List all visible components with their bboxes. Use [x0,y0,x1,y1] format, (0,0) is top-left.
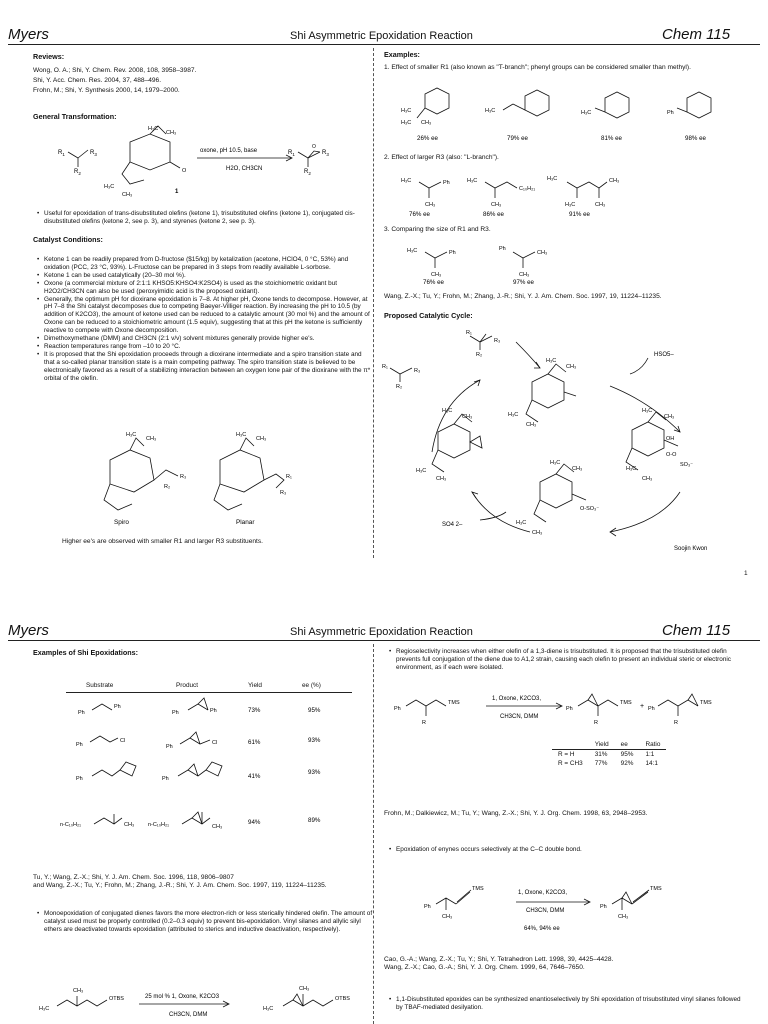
svg-text:R₂: R₂ [164,484,171,490]
svg-text:R3: $R_3$ [322,150,329,157]
svg-text:R₂: R₂ [476,352,483,358]
review-ref: Wong, O. A.; Shi, Y. Chem. Rev. 2008, 108, 3958–3987. [33,67,197,74]
svg-text:TMS: TMS [472,886,484,892]
svg-text:CH₃: CH₃ [566,364,577,370]
svg-text:Ph: Ph [394,706,401,712]
examples-heading: Examples: [384,50,420,59]
svg-text:CH₃: CH₃ [572,466,583,472]
svg-text:O: O [312,144,316,150]
catalyst-bullet: • It is proposed that the Shi epoxidation proceeds through a dioxirane intermediate and a spiro transition state and that a so-called planar transition state is a main competing pathway. The spiro transition state is believed to be electronically favored as a result of a stabilizing interaction between an oxygen lone pair of the dioxirane with the π* orbital of the olefin. [44,351,374,383]
ref-line: Wang, Z.-X.; Cao, G.-A.; Shi, Y. J. Org. Chem. 1999, 64, 7646–7650. [384,964,585,972]
yield-value: 94% [248,819,261,826]
svg-text:CH₃: CH₃ [73,988,84,994]
svg-text:R₁: R₁ [286,474,292,480]
ee-value: 97% ee [513,279,534,286]
page-title: Shi Asymmetric Epoxidation Reaction [290,30,473,42]
svg-text:OTBS: OTBS [109,996,124,1002]
last-note [388,996,741,1012]
header-rule [8,640,760,641]
svg-text:Ph: Ph [210,708,217,714]
svg-text:TMS: TMS [620,700,632,706]
ratio-header [552,740,589,750]
svg-text:H₃C: H₃C [642,408,653,414]
svg-text:n-C₁₀H₂₁: n-C₁₀H₂₁ [148,822,169,828]
svg-text:TMS: TMS [700,700,712,706]
svg-text:H₃C: H₃C [401,108,412,114]
svg-text:R3: $R_3$ [90,150,97,157]
svg-text:H₃C: H₃C [565,202,576,208]
svg-text:Cl: Cl [212,740,218,746]
svg-text:CH₃: CH₃ [532,530,543,536]
svg-text:R₁: R₁ [466,330,472,336]
svg-text:H₃C: H₃C [547,176,558,182]
ratio-header: ee [620,741,628,748]
svg-text:Cl: Cl [120,738,126,744]
svg-text:H₃C: H₃C [236,432,247,438]
svg-text:Ph: Ph [78,710,85,716]
planar-label: Planar [236,519,255,526]
svg-text:R2: $R_2$ [74,169,81,176]
transition-states-drawing [80,430,320,530]
general-transformation-scheme [30,122,370,204]
regioselectivity-table [552,740,666,768]
svg-text:H₃C: H₃C [626,466,637,472]
svg-text:R₂: R₂ [396,384,403,390]
svg-text:O-SO₃⁻: O-SO₃⁻ [580,506,600,512]
ee-value: 89% [308,817,321,824]
col-substrate: Substrate [86,682,114,689]
catalyst-bullets [36,256,374,383]
ee-value: 76% ee [409,211,430,218]
catalyst-bullet: • Oxone (a commercial mixture of 2:1:1 KHSO5:KHSO4:K2SO4) is used as the stoichiometric oxidant but H2O2/CH3CN can also be used (peroxyimidic acid is the proposed oxidant). [44,280,374,296]
svg-text:CH₃: CH₃ [124,822,135,828]
ee-value: 81% ee [601,135,622,142]
svg-text:R2: $R_2$ [304,169,311,176]
general-heading: General Transformation: [33,112,117,121]
column-divider [373,644,374,1024]
ee-value: 95% [308,707,321,714]
svg-text:H₃C: H₃C [39,1006,50,1012]
svg-text:OTBS: OTBS [335,996,350,1002]
svg-text:H₃C: H₃C [508,412,519,418]
ee-value: 93% [308,737,321,744]
ratio-cell: 95% [620,751,634,758]
reviews-heading: Reviews: [33,52,65,61]
svg-text:CH₃: CH₃ [122,192,133,198]
svg-text:H₃C: H₃C [581,110,592,116]
svg-text:Ph: Ph [449,250,456,256]
svg-text:R₃: R₃ [280,490,287,496]
svg-text:H₃C: H₃C [263,1006,274,1012]
svg-text:OH: OH [666,436,675,442]
svg-text:H₃C: H₃C [416,468,427,474]
enyne-scheme [416,876,716,934]
ref-line: and Wang, Z.-X.; Tu, Y.; Frohn, M.; Zhang, J.-R.; Shi, Y. J. Am. Chem. Soc. 1997, 119, 11224–11235. [33,882,327,890]
svg-text:Ph: Ph [172,710,179,716]
catalyst-bullet: • Reaction temperatures range from –10 to 20 °C. [44,343,374,351]
ratio-cell: 14:1 [645,760,658,767]
examples-reference: Wang, Z.-X.; Tu, Y.; Frohn, M.; Zhang, J.-R.; Shi, Y. J. Am. Chem. Soc. 1997, 19, 11224–11235. [384,293,662,300]
svg-text:O-O: O-O [666,452,677,458]
ratio-cell: R = H [558,751,575,758]
regioselectivity-scheme [392,688,762,732]
ratio-cell: 1:1 [645,751,655,758]
last-note-item: • 1,1-Disubstituted epoxides can be synthesized enantioselectively by Shi epoxidation of trisubstituted vinyl silanes followed by TBAF-mediated desilyation. [396,996,741,1012]
svg-text:H₃C: H₃C [550,460,561,466]
svg-text:R1: $R_1$ [288,150,295,157]
svg-text:H₃C: H₃C [442,408,453,414]
svg-text:CH₃: CH₃ [431,272,442,278]
svg-text:CH₃: CH₃ [595,202,606,208]
ee-value: 26% ee [417,135,438,142]
col-product: Product [176,682,199,689]
svg-text:H₃C: H₃C [104,184,115,190]
svg-text:R: R [674,720,678,726]
svg-text:Ph: Ph [566,706,573,712]
ratio-cell: 31% [594,751,608,758]
svg-text:CH₃: CH₃ [609,178,620,184]
example-3-text: 3. Comparing the size of R1 and R3. [384,226,491,233]
header-rule [8,44,760,45]
svg-text:SO₃⁻: SO₃⁻ [680,462,694,468]
ratio-header: Ratio [645,741,661,748]
svg-text:CH₃: CH₃ [462,414,473,420]
examples-heading: Examples of Shi Epoxidations: [33,648,139,657]
svg-text:Ph: Ph [424,904,431,910]
course-name: Chem 115 [662,622,731,639]
general-note [36,210,374,226]
catalyst-bullet: • Generally, the optimum pH for dioxirane epoxidation is 7–8. At higher pH, Oxone tends to decompose. However, at pH 7–8 the Shi catalyst decomposes due to competing Baeyer-Villiger reaction. By increasing the pH to 10.5 (by addition of K2CO3), the amount of ketone used can be reduced to a catalytic amount (30 mol %) and the amount of Oxone can be reduced to a stoichiometric amount (1.5 equiv), suggesting that at this pH the ketone is sufficiently reactive to compete with Oxone decomposition. [44,296,374,336]
ref-line: Cao, G.-A.; Wang, Z.-X.; Tu, Y.; Shi, Y. Tetrahedron Lett. 1998, 39, 4425–4428. [384,956,614,963]
svg-text:R₁: R₁ [382,364,388,370]
regio-arrow-top: 1, Oxone, K2CO3, [492,696,542,702]
svg-text:R1: $R_1$ [58,150,65,157]
catalyst-bullet: • Ketone 1 can be used catalytically (20–30 mol %). [44,272,374,280]
svg-text:CH₃: CH₃ [519,272,530,278]
svg-text:Ph: Ph [600,904,607,910]
svg-text:Ph: Ph [76,742,83,748]
ee-value: 86% ee [483,211,504,218]
enyne-result: 64%, 94% ee [524,926,560,932]
svg-text:H₃C: H₃C [467,178,478,184]
svg-text:H₃C: H₃C [546,358,557,364]
course-name: Chem 115 [662,26,731,43]
regio-arrow-bottom: CH3CN, DMM [500,714,539,720]
diene-note-item: • Monoepoxidation of conjugated dienes favors the more electron-rich or less sterically hindered olefin. The amount of catalyst used must be properly controlled (0.2–0.3 equiv) to prevent bis-epoxidation. Vinyl silanes and allylic silyl ethers are deactivated towards epoxidation (attributed to sterics and inductive deactivation, respectively). [44,910,374,934]
svg-text:R₃: R₃ [180,474,187,480]
svg-text:Ph: Ph [443,180,450,186]
ee-value: 79% ee [507,135,528,142]
col-ee: ee (%) [302,682,321,689]
svg-text:C₁₀H₂₁: C₁₀H₂₁ [519,186,536,192]
example-3-structures [395,240,595,286]
regioselectivity-note-item: • Regioselectivity increases when either olefin of a 1,3-diene is trisubstituted. It is proposed that the trisubstituted olefin prevents full conjugation of the diene due to A1,2 strain, causing each olefin to present an individual steric or electronic environment, as if each were isolated. [396,648,741,672]
diene-arrow-bottom: CH3CN, DMM [169,1012,208,1018]
svg-text:Ph: Ph [162,776,169,782]
svg-text:Ph: Ph [76,776,83,782]
right-reference-1: Frohn, M.; Dalkiewicz, M.; Tu, Y.; Wang, Z.-X.; Shi, Y. J. Org. Chem. 1998, 63, 2948–2953. [384,810,648,817]
review-ref: Shi, Y. Acc. Chem. Res. 2004, 37, 488–496. [33,77,162,84]
page-title: Shi Asymmetric Epoxidation Reaction [290,626,473,638]
ee-value: 76% ee [423,279,444,286]
ee-value: 93% [308,769,321,776]
signature: Soojin Kwon [674,546,708,552]
svg-text:Ph: Ph [166,744,173,750]
general-arrow-bottom: H2O, CH3CN [226,166,263,172]
diene-arrow-top: 25 mol % 1, Oxone, K2CO3 [145,994,220,1000]
enyne-arrow-bottom: CH3CN, DMM [526,908,565,914]
svg-text:CH₃: CH₃ [618,914,629,920]
regioselectivity-note [388,648,741,672]
hso5-label: HSO5– [654,352,674,358]
right-references-2 [384,956,764,973]
svg-text:H₃C: H₃C [407,248,418,254]
ts-caption: Higher ee's are observed with smaller R1 and larger R3 substituents. [62,538,263,545]
svg-text:CH₃: CH₃ [425,202,436,208]
ratio-cell: 77% [594,760,608,767]
ref-line: Tu, Y.; Wang, Z.-X.; Shi, Y. J. Am. Chem. Soc. 1996, 118, 9806–9807 [33,874,234,881]
ratio-header: Yield [594,741,609,748]
svg-text:CH₃: CH₃ [526,422,537,428]
cycle-heading: Proposed Catalytic Cycle: [384,311,473,320]
svg-text:CH₃: CH₃ [421,120,432,126]
svg-text:CH₃: CH₃ [491,202,502,208]
diene-scheme [33,982,373,1022]
reviews-list [33,66,363,96]
svg-text:CH₃: CH₃ [146,436,157,442]
svg-text:CH₃: CH₃ [442,914,453,920]
svg-text:H₃C: H₃C [148,126,159,132]
svg-text:R₃: R₃ [494,338,501,344]
enyne-note [388,846,736,854]
example-1-text: 1. Effect of smaller R1 (also known as "T-branch"; phenyl groups can be considered smaller than methyl). [384,64,691,71]
example-2-text: 2. Effect of larger R3 (also: "L-branch"). [384,154,499,161]
svg-text:CH₃: CH₃ [436,476,447,482]
spiro-label: Spiro [114,519,129,526]
author-name: Myers [8,26,49,43]
enyne-note-item: • Epoxidation of enynes occurs selectively at the C–C double bond. [396,846,736,854]
svg-text:Ph: Ph [648,706,655,712]
catalyst-bullet: • Ketone 1 can be readily prepared from D-fructose ($15/kg) by ketalization (acetone, HClO4, 0 °C, 53%) and oxidation (PCC, 23 °C, 93%). L-Fructose can be prepared in 3 steps from readily available L-sorbose. [44,256,374,272]
svg-text:Ph: Ph [499,246,506,252]
ratio-cell: R = CH3 [558,760,583,767]
svg-text:O: O [182,168,187,174]
svg-text:CH₃: CH₃ [537,250,548,256]
svg-text:TMS: TMS [448,700,460,706]
example-2-structures [395,168,725,218]
svg-text:CH₃: CH₃ [664,414,675,420]
svg-text:CH₃: CH₃ [299,986,310,992]
table-rule [66,692,352,693]
left-references [33,874,373,891]
svg-text:R₃: R₃ [414,368,421,374]
svg-text:TMS: TMS [650,886,662,892]
svg-text:R: R [422,720,426,726]
svg-text:Ph: Ph [667,110,674,116]
svg-text:R: R [594,720,598,726]
ee-value: 91% ee [569,211,590,218]
svg-text:+: + [640,703,645,710]
general-arrow-top: oxone, pH 10.5, base [200,148,258,154]
so4-label: SO4 2– [442,522,463,528]
example-1-structures [395,84,725,146]
svg-text:Ph: Ph [114,704,121,710]
enyne-arrow-top: 1, Oxone, K2CO3, [518,890,568,896]
general-note-item: • Useful for epoxidation of trans-disubstituted olefins (ketone 1), trisubstituted olefins (ketone 1), conjugated cis-disubstituted olefins (ketone 2, see p. 3), and styrenes (ketone 2, see p. 3). [44,210,374,226]
yield-value: 41% [248,773,261,780]
svg-text:n-C₁₀H₂₁: n-C₁₀H₂₁ [60,822,81,828]
yield-value: 73% [248,707,261,714]
svg-text:H₃C: H₃C [401,120,412,126]
catalytic-cycle-diagram [380,322,768,554]
col-yield: Yield [248,682,262,689]
page-number: 1 [744,570,748,577]
ketone-label: 1 [175,189,179,195]
yield-value: 61% [248,739,261,746]
svg-text:H₃C: H₃C [516,520,527,526]
examples-structures [60,696,370,840]
svg-text:H₃C: H₃C [485,108,496,114]
svg-text:CH₃: CH₃ [256,436,267,442]
svg-text:CH₃: CH₃ [212,824,223,830]
author-name: Myers [8,622,49,639]
svg-text:CH₃: CH₃ [166,130,177,136]
svg-text:H₃C: H₃C [126,432,137,438]
review-ref: Frohn, M.; Shi, Y. Synthesis 2000, 14, 1979–2000. [33,87,180,94]
svg-text:H₃C: H₃C [401,178,412,184]
svg-text:CH₃: CH₃ [642,476,653,482]
ratio-cell: 92% [620,760,634,767]
diene-note [36,910,374,934]
catalyst-bullet: • Dimethoxymethane (DMM) and CH3CN (2:1 v/v) solvent mixtures generally provide higher ee's. [44,335,374,343]
ee-value: 98% ee [685,135,706,142]
catalyst-heading: Catalyst Conditions: [33,235,103,244]
